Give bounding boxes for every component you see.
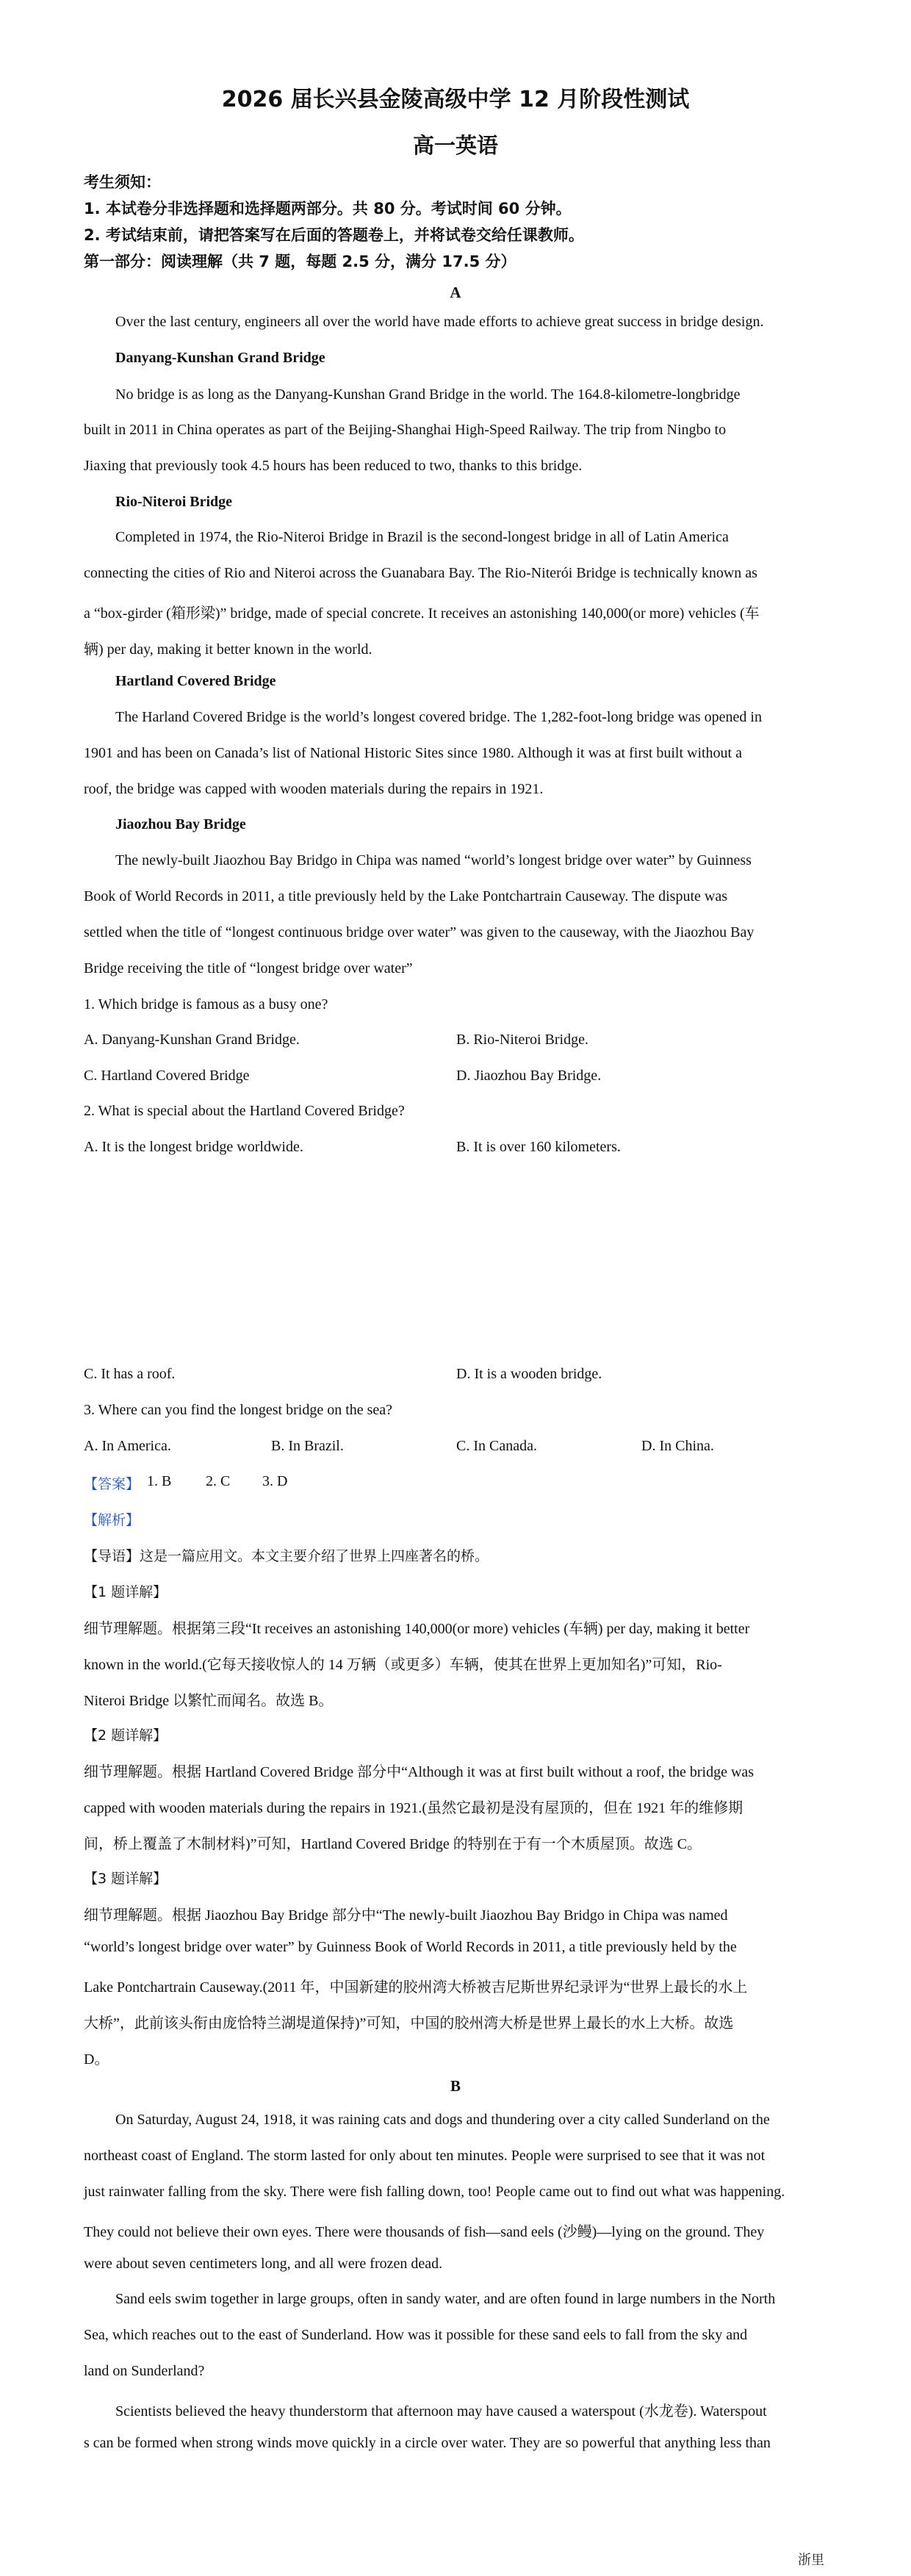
detail-2-heading: 【2 题详解】 [84, 1727, 168, 1744]
explanation-line: 间，桥上覆盖了木制材料)”可知，Hartland Covered Bridge 的特别在于有一个木质屋顶。故选 C。 [84, 1836, 702, 1852]
explanation-line: 细节理解题。根据 Hartland Covered Bridge 部分中“Although it was at first built without a roof, the bridge was [84, 1764, 755, 1780]
footer-mark: 浙里 [798, 2552, 824, 2568]
paragraph-line: just rainwater falling from the sky. There were fish falling down, too! People came out to find out what was happening. [84, 2184, 785, 2200]
paragraph-line: Bridge receiving the title of “longest bridge over water” [84, 960, 413, 976]
paragraph-line: Jiaxing that previously took 4.5 hours has been reduced to two, thanks to this bridge. [84, 458, 583, 474]
paragraph-line: No bridge is as long as the Danyang-Kunshan Grand Bridge in the world. The 164.8-kilometre-longbridge [115, 386, 741, 403]
part-one-heading: 第一部分：阅读理解（共 7 题，每题 2.5 分，满分 17.5 分） [84, 253, 516, 270]
explanation-line: known in the world.(它每天接收惊人的 14 万辆（或更多）车辆，使其在世界上更加知名)”可知，Rio- [84, 1657, 722, 1673]
paragraph-line: s can be formed when strong winds move quickly in a circle over water. They are so powerful that anything less than [84, 2435, 771, 2451]
question-1: 1. Which bridge is famous as a busy one? [84, 996, 328, 1012]
q2-option-d: D. It is a wooden bridge. [456, 1366, 602, 1382]
paragraph-line: Completed in 1974, the Rio-Niteroi Bridge in Brazil is the second-longest bridge in all of Latin America [115, 529, 729, 545]
paragraph-line: Sand eels swim together in large groups, often in sandy water, and are often found in large numbers in the North [115, 2291, 776, 2307]
q3-option-a: A. In America. [84, 1438, 171, 1454]
paragraph-line: Scientists believed the heavy thunderstorm that afternoon may have caused a waterspout (水龙卷). Waterspout [115, 2403, 767, 2420]
answer-1: 1. B [147, 1473, 172, 1489]
paragraph-line: On Saturday, August 24, 1918, it was raining cats and dogs and thundering over a city called Sunderland on the [115, 2112, 770, 2128]
paragraph-line: were about seven centimeters long, and all were frozen dead. [84, 2256, 443, 2272]
section-a-label: A [450, 284, 461, 301]
bridge-heading-jiaozhou: Jiaozhou Bay Bridge [115, 816, 246, 832]
page-subtitle: 高一英语 [412, 133, 498, 158]
analysis-label: 【解析】 [84, 1512, 140, 1528]
notice-item-1: 1. 本试卷分非选择题和选择题两部分。共 80 分。考试时间 60 分钟。 [84, 200, 572, 217]
paragraph-line: connecting the cities of Rio and Niteroi across the Guanabara Bay. The Rio-Niterói Bridge is technically known as [84, 565, 757, 581]
paragraph-line: 1901 and has been on Canada’s list of National Historic Sites since 1980. Although it was at first built without a [84, 745, 742, 761]
explanation-line: 细节理解题。根据第三段“It receives an astonishing 140,000(or more) vehicles (车辆) per day, making it better [84, 1621, 750, 1637]
explanation-line: D。 [84, 2051, 109, 2068]
paragraph-line: built in 2011 in China operates as part of the Beijing-Shanghai High-Speed Railway. The trip from Ningbo to [84, 422, 727, 438]
paragraph-line: northeast coast of England. The storm lasted for only about ten minutes. People were surprised to see that it was not [84, 2148, 766, 2164]
section-b-label: B [450, 2077, 461, 2095]
q3-option-b: B. In Brazil. [271, 1438, 344, 1454]
detail-1-heading: 【1 题详解】 [84, 1584, 168, 1600]
paragraph-line: settled when the title of “longest continuous bridge over water” was given to the causeway, with the Jiaozhou Bay [84, 924, 755, 940]
q3-option-c: C. In Canada. [456, 1438, 537, 1454]
paragraph-line: They could not believe their own eyes. There were thousands of fish—sand eels (沙鳗)—lying on the ground. They [84, 2224, 765, 2240]
paragraph-line: Book of World Records in 2011, a title previously held by the Lake Pontchartrain Causeway. The dispute was [84, 888, 727, 904]
paragraph-line: land on Sunderland? [84, 2363, 205, 2379]
explanation-line: Lake Pontchartrain Causeway.(2011 年，中国新建的胶州湾大桥被吉尼斯世界纪录评为“世界上最长的水上 [84, 1979, 748, 1996]
bridge-heading-danyang: Danyang-Kunshan Grand Bridge [115, 350, 325, 366]
question-3: 3. Where can you find the longest bridge on the sea? [84, 1402, 393, 1418]
bridge-heading-hartland: Hartland Covered Bridge [115, 673, 276, 689]
page-title: 2026 届长兴县金陵高级中学 12 月阶段性测试 [221, 87, 690, 112]
detail-3-heading: 【3 题详解】 [84, 1871, 168, 1887]
q2-option-c: C. It has a roof. [84, 1366, 176, 1382]
q3-option-d: D. In China. [641, 1438, 714, 1454]
q1-option-d: D. Jiaozhou Bay Bridge. [456, 1068, 602, 1084]
q2-option-b: B. It is over 160 kilometers. [456, 1139, 621, 1155]
answer-label: 【答案】 [84, 1476, 140, 1492]
explanation-line: “world’s longest bridge over water” by Guinness Book of World Records in 2011, a title previously held by the [84, 1939, 737, 1955]
q2-option-a: A. It is the longest bridge worldwide. [84, 1139, 303, 1155]
q1-option-a: A. Danyang-Kunshan Grand Bridge. [84, 1032, 300, 1048]
answer-2: 2. C [206, 1473, 231, 1489]
question-2: 2. What is special about the Hartland Covered Bridge? [84, 1103, 405, 1119]
notice-heading: 考生须知： [84, 173, 161, 191]
paragraph-line: The newly-built Jiaozhou Bay Bridgo in Chipa was named “world’s longest bridge over water” by Guinness [115, 852, 752, 868]
paragraph-line: 辆) per day, making it better known in the world. [84, 641, 372, 658]
q1-option-b: B. Rio-Niteroi Bridge. [456, 1032, 588, 1048]
paragraph-line: Sea, which reaches out to the east of Sunderland. How was it possible for these sand eels to fall from the sky and [84, 2327, 748, 2343]
q1-option-c: C. Hartland Covered Bridge [84, 1068, 250, 1084]
passage-a-intro: Over the last century, engineers all over the world have made efforts to achieve great success in bridge design. [115, 314, 764, 330]
paragraph-line: a “box-girder (箱形梁)” bridge, made of special concrete. It receives an astonishing 140,000(or more) vehicles (车 [84, 605, 760, 622]
explanation-line: 细节理解题。根据 Jiaozhou Bay Bridge 部分中“The newly-built Jiaozhou Bay Bridgo in Chipa was named [84, 1907, 728, 1924]
explanation-line: 大桥”，此前该头衔由庞恰特兰湖堤道保持)”可知，中国的胶州湾大桥是世界上最长的水上大桥。故选 [84, 2015, 734, 2032]
paragraph-line: roof, the bridge was capped with wooden materials during the repairs in 1921. [84, 781, 544, 797]
notice-item-2: 2. 考试结束前，请把答案写在后面的答题卷上，并将试卷交给任课教师。 [84, 226, 584, 244]
paragraph-line: The Harland Covered Bridge is the world’s longest covered bridge. The 1,282-foot-long bridge was opened in [115, 709, 762, 725]
bridge-heading-rio: Rio-Niteroi Bridge [115, 494, 233, 510]
explanation-line: capped with wooden materials during the repairs in 1921.(虽然它最初是没有屋顶的，但在 1921 年的维修期 [84, 1800, 743, 1816]
explanation-line: Niteroi Bridge 以繁忙而闻名。故选 B。 [84, 1693, 334, 1709]
guide-text: 【导语】这是一篇应用文。本文主要介绍了世界上四座著名的桥。 [84, 1548, 489, 1564]
answer-3: 3. D [262, 1473, 288, 1489]
